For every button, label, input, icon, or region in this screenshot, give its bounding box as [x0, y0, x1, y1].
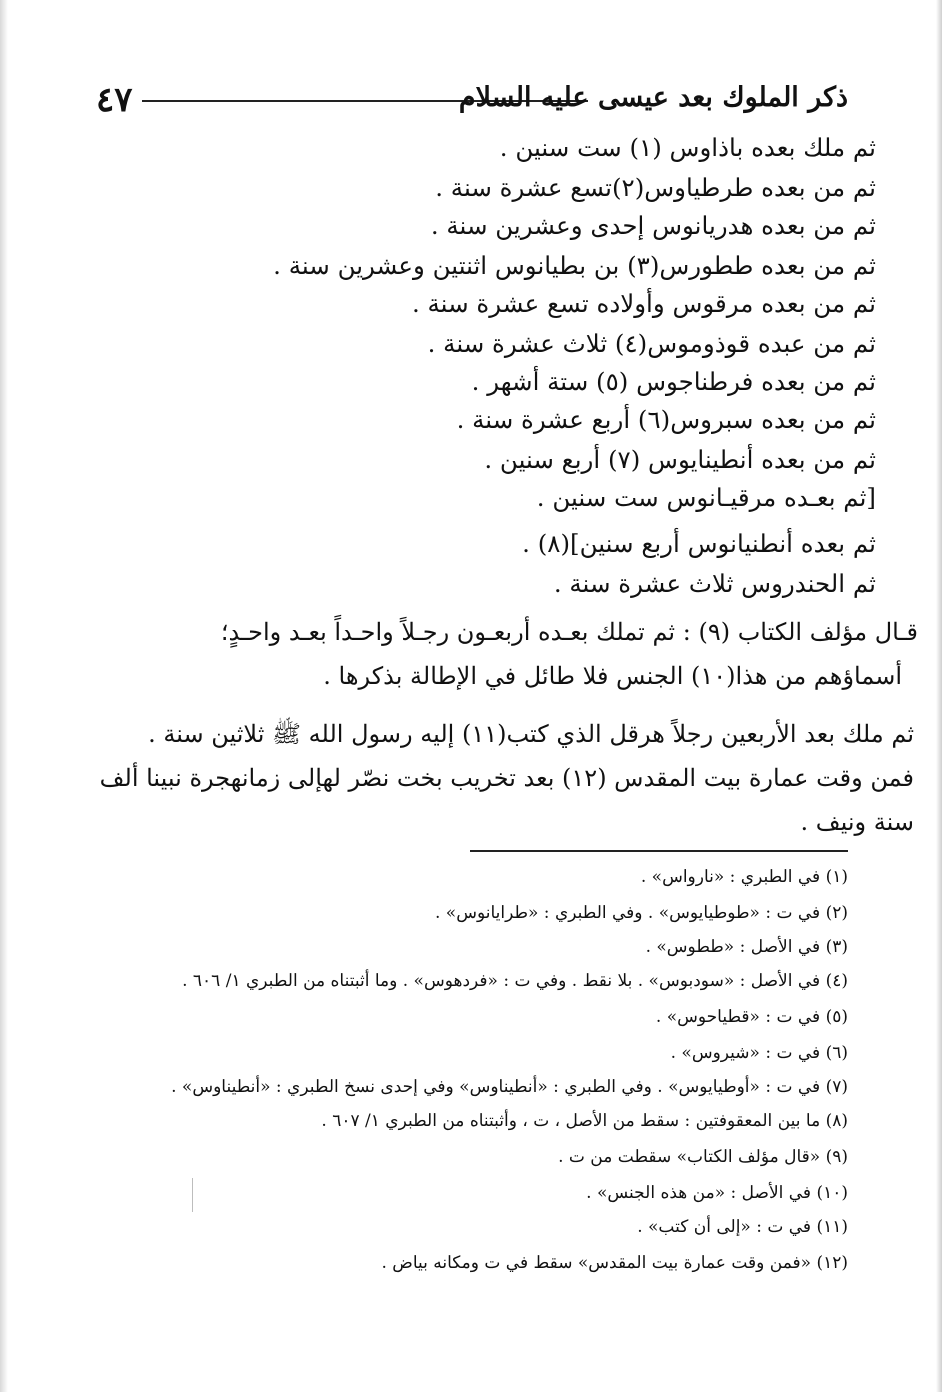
scan-shadow-left	[0, 0, 8, 1392]
footnote: (١٠) في الأصل : «من هذه الجنس» .	[586, 1183, 848, 1203]
footnote-separator	[470, 850, 848, 852]
text-line: [ثم بعـده مرقيـانوس ست سنين .	[536, 483, 876, 512]
footnote: (٩) «قال مؤلف الكتاب» سقطت من ت .	[558, 1147, 848, 1167]
page-number: ٤٧	[96, 80, 133, 120]
footnote: (١) في الطبري : «نارواس» .	[640, 867, 848, 887]
footnote: (٦) في ت : «شيروس» .	[670, 1043, 848, 1063]
scan-artifact	[192, 1178, 193, 1212]
text-line: ثم ملك بعده باذاوس (١) ست سنين .	[499, 133, 876, 162]
text-line: ثم من بعده أنطينايوس (٧) أربع سنين .	[484, 445, 876, 474]
text-line: ثم بعده أنطنيانوس أربع سنين](٨) .	[522, 529, 876, 558]
footnote: (٧) في ت : «أوطيايوس» . وفي الطبري : «أنطيناوس» وفي إحدى نسخ الطبري : «أنطيناوس» .	[171, 1077, 848, 1097]
text-line: ثم من عبده قوذوموس(٤) ثلاث عشرة سنة .	[427, 329, 876, 358]
page-header	[96, 78, 848, 122]
scan-shadow-right	[936, 0, 942, 1392]
footnote: (١١) في ت : «إلى أن كتب» .	[637, 1217, 848, 1237]
footnote: (٤) في الأصل : «سودبوس» . بلا نقط . وفي ت : «فردهوس» . وما أثبتناه من الطبري ١/ ٦٠٦ .	[182, 971, 848, 991]
footnote: (٥) في ت : «قطياحوس» .	[655, 1007, 848, 1027]
footnote: (٢) في ت : «طوطيايوس» . وفي الطبري : «طرايانوس» .	[434, 903, 848, 923]
text-line: فمن وقت عمارة بيت المقدس (١٢) بعد تخريب بخت نصّر لهإلى زمانهجرة نبينا ألف	[99, 764, 914, 792]
text-line: ثم من بعده فرطناجوس (٥) ستة أشهر .	[471, 367, 876, 396]
text-line: ثم من بعده سبروس(٦) أربع عشرة سنة .	[456, 405, 876, 434]
text-line: قـال مؤلف الكتاب (٩) : ثم تملك بعـده أربعـون رجـلاً واحـداً بعـد واحـدٍ؛	[220, 618, 918, 646]
footnote: (١٢) «فمن وقت عمارة بيت المقدس» سقط في ت ومكانه بياض .	[381, 1253, 848, 1273]
text-line: ثم من بعده هدريانوس إحدى وعشرين سنة .	[430, 211, 876, 240]
footnote: (٣) في الأصل : «ططوس» .	[645, 937, 848, 957]
text-line: ثم ملك بعد الأربعين رجلاً هرقل الذي كتب(١١) إليه رسول الله ﷺ ثلاثين سنة .	[148, 720, 914, 748]
footnote: (٨) ما بين المعقوفتين : سقط من الأصل ، ت ، وأثبتناه من الطبري ١/ ٦٠٧ .	[321, 1111, 848, 1131]
text-line: أسماؤهم من هذا(١٠) الجنس فلا طائل في الإطالة بذكرها .	[323, 662, 902, 690]
text-line: ثم من بعده ططورس(٣) بن بطيانوس اثنتين وعشرين سنة .	[273, 251, 876, 280]
running-title: ذكر الملوك بعد عيسى عليه السلام	[458, 82, 848, 113]
text-line: ثم من بعده مرقوس وأولاده تسع عشرة سنة .	[411, 289, 876, 318]
text-line: ثم من بعده طرطياوس(٢)تسع عشرة سنة .	[435, 173, 876, 202]
text-line: سنة ونيف .	[800, 808, 914, 836]
text-line: ثم الحندروس ثلاث عشرة سنة .	[553, 569, 876, 598]
